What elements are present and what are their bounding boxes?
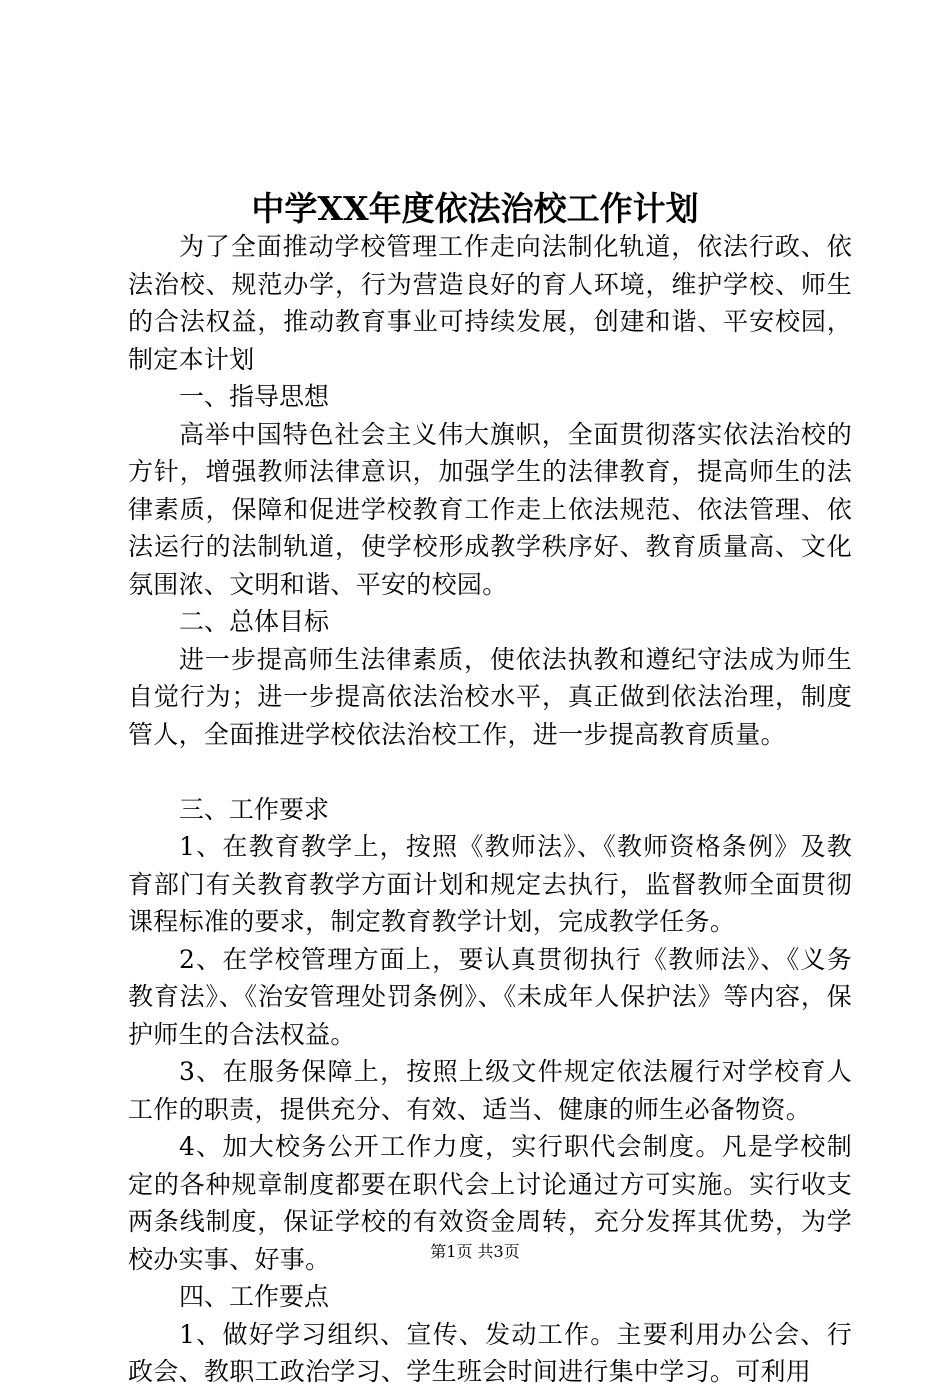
requirement-item-4: 4、加大校务公开工作力度，实行职代会制度。凡是学校制定的各种规章制度都要在职代会上讨论通过方可实施。实行收支两条线制度，保证学校的有效资金周转，充分发挥其优势，为学校办实事、好事。	[128, 1132, 852, 1274]
document-body	[128, 228, 852, 1391]
requirement-item-2: 2、在学校管理方面上，要认真贯彻执行《教师法》、《义务教育法》、《治安管理处罚条例》、《未成年人保护法》等内容，保护师生的合法权益。	[128, 944, 852, 1049]
section-paragraph-guiding-ideology: 高举中国特色社会主义伟大旗帜，全面贯彻落实依法治校的方针，增强教师法律意识，加强学生的法律教育，提高师生的法律素质，保障和促进学校教育工作走上依法规范、依法管理、依法运行的法制轨道，使学校形成教学秩序好、教育质量高、文化氛围浓、文明和谐、平安的校园。	[128, 419, 852, 599]
section-heading-work-points: 四、工作要点	[179, 1282, 330, 1311]
work-point-item-1: 1、做好学习组织、宣传、发动工作。主要利用办公会、行政会、教职工政治学习、学生班会时间进行集中学习。可利用	[128, 1319, 852, 1386]
blank-line	[128, 753, 852, 791]
section-heading-guiding-ideology: 一、指导思想	[179, 382, 330, 411]
requirement-item-1: 1、在教育教学上，按照《教师法》、《教师资格条例》及教育部门有关教育教学方面计划和规定去执行，监督教师全面贯彻课程标准的要求，制定教育教学计划，完成教学任务。	[128, 832, 852, 936]
section-heading-work-requirements: 三、工作要求	[179, 794, 330, 824]
intro-paragraph: 为了全面推动学校管理工作走向法制化轨道，依法行政、依法治校、规范办学，行为营造良好的育人环境，维护学校、师生的合法权益，推动教育事业可持续发展，创建和谐、平安校园，制定本计划	[128, 232, 852, 374]
section-heading-overall-goal: 二、总体目标	[179, 607, 330, 636]
requirement-item-3: 3、在服务保障上，按照上级文件规定依法履行对学校育人工作的职责，提供充分、有效、适当、健康的师生必备物资。	[128, 1057, 852, 1124]
document-title: 中学XX年度依法治校工作计划	[251, 189, 699, 228]
section-paragraph-overall-goal: 进一步提高师生法律素质，使依法执教和遵纪守法成为师生自觉行为；进一步提高依法治校水平，真正做到依法治理，制度管人，全面推进学校依法治校工作，进一步提高教育质量。	[128, 644, 852, 749]
page-footer: 第1页 共3页	[430, 1242, 520, 1261]
